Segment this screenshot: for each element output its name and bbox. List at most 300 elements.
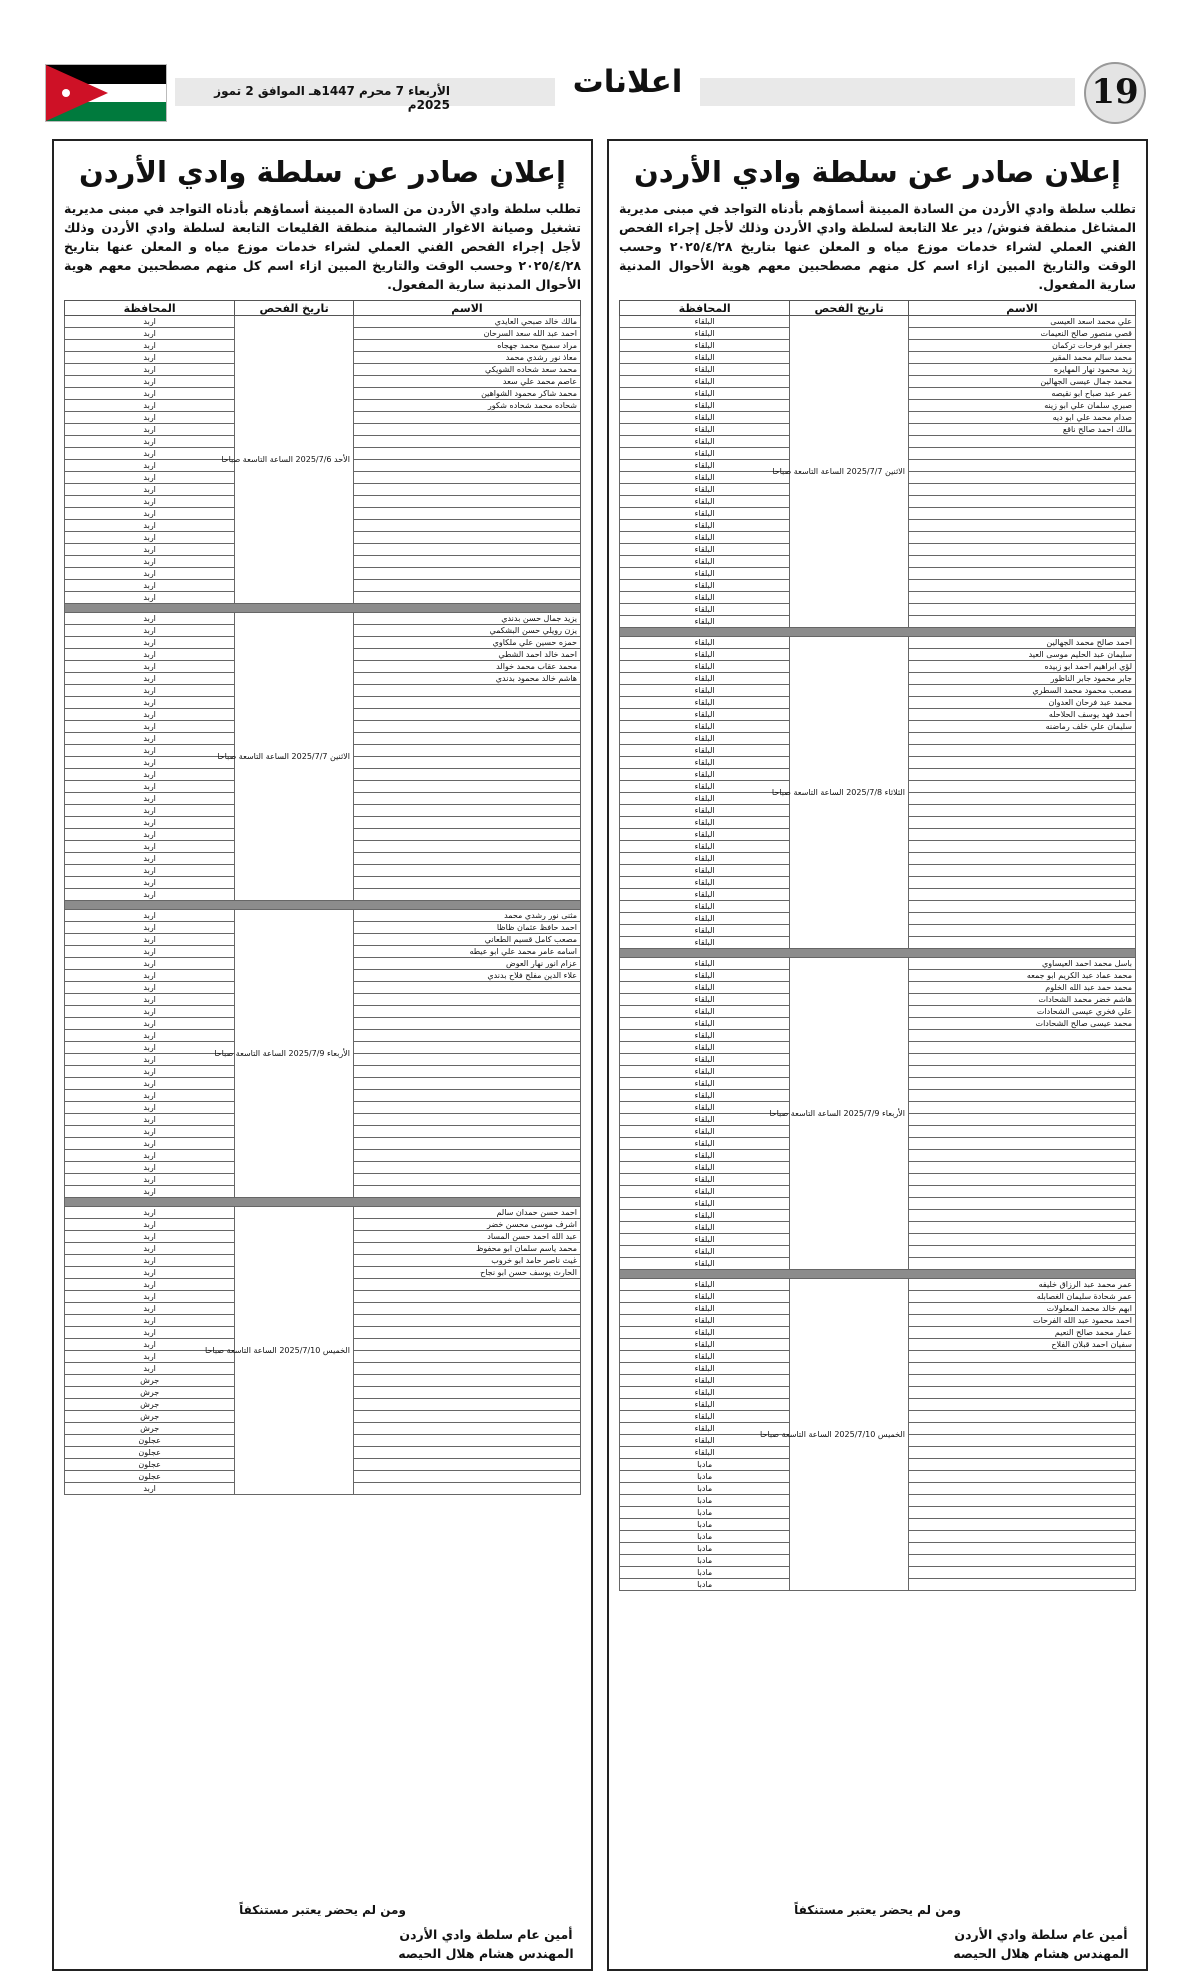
governorate: اربد	[65, 1030, 235, 1042]
governorate: اربد	[65, 970, 235, 982]
candidate-name: احمد محمود عبد الله الفرحات	[908, 1315, 1135, 1327]
candidate-name: محمد جمال عيسى الجهالين	[908, 376, 1135, 388]
group-separator	[620, 628, 1136, 637]
governorate: اربد	[65, 661, 235, 673]
governorate: البلقاء	[620, 508, 790, 520]
governorate: اربد	[65, 568, 235, 580]
governorate: اربد	[65, 637, 235, 649]
exam-date: الخميس 2025/7/10 الساعة التاسعة صباحا	[235, 1207, 354, 1495]
page-number: 19	[1084, 62, 1146, 124]
section-title: اعلانات	[572, 64, 683, 100]
candidate-name	[908, 1174, 1135, 1186]
candidate-name	[353, 544, 580, 556]
candidate-name: سفيان احمد قبلان الفلاح	[908, 1339, 1135, 1351]
governorate: اربد	[65, 1018, 235, 1030]
candidate-name	[353, 1303, 580, 1315]
candidate-name	[353, 1399, 580, 1411]
candidate-name	[353, 805, 580, 817]
announcement-footer	[54, 1903, 591, 1963]
candidate-name: احمد عبد الله سعد السرحان	[353, 328, 580, 340]
governorate: البلقاء	[620, 460, 790, 472]
header-rule-right	[700, 78, 1075, 106]
candidate-name	[908, 532, 1135, 544]
governorate: البلقاء	[620, 781, 790, 793]
governorate: اربد	[65, 1102, 235, 1114]
announcement-left	[52, 139, 593, 1971]
governorate: اربد	[65, 472, 235, 484]
candidate-name	[353, 1291, 580, 1303]
governorate: البلقاء	[620, 604, 790, 616]
announcement-body: تطلب سلطة وادي الأردن من السادة المبينة أسماؤهم بأدناه التواجد في مبنى مديرية المشاغل منطقة فنوش/ دير علا التابعة لسلطة وادي الأردن وذلك لأجل إجراء الفحص الفني العملي لشراء خدمات موزع مياه و المعلن عنها بتاريخ ٢٠٢٥/٤/٢٨ وحسب الوقت والتاريخ المبين ازاء اسم كل منهم مصطحبين معهم هوية الأحوال المدنية سارية المفعول.	[619, 201, 1136, 292]
governorate: البلقاء	[620, 388, 790, 400]
candidate-name: عمر عبد صباح ابو نقيصه	[908, 388, 1135, 400]
governorate: البلقاء	[620, 697, 790, 709]
candidate-name	[908, 1399, 1135, 1411]
governorate: اربد	[65, 1162, 235, 1174]
governorate: البلقاء	[620, 1054, 790, 1066]
governorate: اربد	[65, 580, 235, 592]
governorate: البلقاء	[620, 1258, 790, 1270]
candidate-name: عمار محمد صالح النعيم	[908, 1327, 1135, 1339]
governorate: عجلون	[65, 1435, 235, 1447]
governorate: اربد	[65, 1267, 235, 1279]
candidate-name	[908, 604, 1135, 616]
exam-date: الأربعاء 2025/7/9 الساعة التاسعة صباحا	[235, 910, 354, 1198]
governorate: اربد	[65, 922, 235, 934]
candidate-name: باسل محمد احمد العيساوي	[908, 958, 1135, 970]
governorate: البلقاء	[620, 982, 790, 994]
candidate-name: سليمان عبد الحليم موسى العيد	[908, 649, 1135, 661]
governorate: اربد	[65, 1126, 235, 1138]
candidate-name: محمد عماد عبد الكريم ابو جمعه	[908, 970, 1135, 982]
governorate: البلقاء	[620, 1246, 790, 1258]
candidate-name: محمد سالم محمد المقير	[908, 352, 1135, 364]
governorate: البلقاء	[620, 1102, 790, 1114]
candidate-name: محمد عقاب محمد خوالد	[353, 661, 580, 673]
governorate: اربد	[65, 1363, 235, 1375]
candidate-name	[353, 721, 580, 733]
candidate-name	[908, 877, 1135, 889]
candidate-name	[353, 1279, 580, 1291]
table-row	[620, 637, 1136, 649]
candidate-name	[908, 472, 1135, 484]
candidate-name: سليمان علي خلف رماضنه	[908, 721, 1135, 733]
table-row	[620, 958, 1136, 970]
candidate-name	[353, 1459, 580, 1471]
candidate-name: مصعب كامل قسيم الطعاني	[353, 934, 580, 946]
candidate-name	[353, 1327, 580, 1339]
candidate-name	[908, 496, 1135, 508]
column-header-name: الاسم	[353, 301, 580, 316]
governorate: البلقاء	[620, 1078, 790, 1090]
candidate-name	[353, 424, 580, 436]
governorate: اربد	[65, 436, 235, 448]
candidate-name	[353, 1078, 580, 1090]
candidate-name	[353, 1102, 580, 1114]
governorate: اربد	[65, 625, 235, 637]
governorate: اربد	[65, 1231, 235, 1243]
governorate: البلقاء	[620, 1387, 790, 1399]
governorate: البلقاء	[620, 1030, 790, 1042]
governorate: اربد	[65, 817, 235, 829]
governorate: البلقاء	[620, 448, 790, 460]
candidate-name	[908, 1162, 1135, 1174]
candidate-name	[353, 781, 580, 793]
announcement-body: تطلب سلطة وادي الأردن من السادة المبينة أسماؤهم بأدناه التواجد في مبنى مديرية تشغيل وصيانة الاغوار الشمالية منطقة القليعات التابعة لسلطة وادي الأردن وذلك لأجل إجراء الفحص الفني العملي لشراء خدمات موزع مياه و المعلن عنها بتاريخ ٢٠٢٥/٤/٢٨ وحسب الوقت والتاريخ المبين ازاء اسم كل منهم مصطحبين معهم هوية الأحوال المدنية سارية المفعول.	[64, 201, 581, 292]
exam-date: الاثنين 2025/7/7 الساعة التاسعة صباحا	[235, 613, 354, 901]
governorate: البلقاء	[620, 616, 790, 628]
governorate: اربد	[65, 460, 235, 472]
candidate-name	[353, 733, 580, 745]
candidate-name	[353, 1090, 580, 1102]
announcement-footer	[609, 1903, 1146, 1963]
governorate: البلقاء	[620, 745, 790, 757]
governorate: البلقاء	[620, 556, 790, 568]
candidate-name: عزام انور نهار العوض	[353, 958, 580, 970]
governorate: البلقاء	[620, 1150, 790, 1162]
candidate-name	[353, 1174, 580, 1186]
candidate-name: حمزه حسين علي ملكاوي	[353, 637, 580, 649]
governorate: مادبا	[620, 1531, 790, 1543]
candidate-name: ابهم خالد محمد المعلولات	[908, 1303, 1135, 1315]
governorate: البلقاء	[620, 424, 790, 436]
governorate: اربد	[65, 1078, 235, 1090]
candidate-name	[908, 913, 1135, 925]
candidate-name: محمد ياسم سلمان ابو محفوظ	[353, 1243, 580, 1255]
candidates-table	[619, 300, 1136, 1591]
signature-block	[936, 1925, 1146, 1963]
governorate: اربد	[65, 697, 235, 709]
signer-title: أمين عام سلطة وادي الأردن	[399, 1927, 573, 1942]
governorate: اربد	[65, 532, 235, 544]
governorate: البلقاء	[620, 1126, 790, 1138]
governorate: مادبا	[620, 1507, 790, 1519]
candidates-table	[64, 300, 581, 1495]
governorate: البلقاء	[620, 1018, 790, 1030]
candidate-name	[353, 685, 580, 697]
governorate: اربد	[65, 1219, 235, 1231]
candidate-name	[908, 1102, 1135, 1114]
candidate-name: مراد سميح محمد جهجاه	[353, 340, 580, 352]
governorate: عجلون	[65, 1459, 235, 1471]
candidate-name	[908, 484, 1135, 496]
candidate-name: هاشم خضر محمد الشحادات	[908, 994, 1135, 1006]
governorate: اربد	[65, 769, 235, 781]
signature-block	[381, 1925, 591, 1963]
governorate: اربد	[65, 1090, 235, 1102]
governorate: اربد	[65, 1207, 235, 1219]
candidate-name	[908, 1531, 1135, 1543]
candidate-name	[353, 1363, 580, 1375]
candidate-name	[908, 1234, 1135, 1246]
candidate-name	[908, 1543, 1135, 1555]
governorate: البلقاء	[620, 805, 790, 817]
candidate-name: عاصم محمد علي سعد	[353, 376, 580, 388]
candidate-name: مالك احمد صالح ناقع	[908, 424, 1135, 436]
governorate: البلقاء	[620, 649, 790, 661]
governorate: جرش	[65, 1411, 235, 1423]
candidate-name	[353, 1423, 580, 1435]
governorate: اربد	[65, 1255, 235, 1267]
candidate-name	[353, 982, 580, 994]
candidate-name	[353, 1435, 580, 1447]
candidate-name	[353, 484, 580, 496]
governorate: اربد	[65, 1303, 235, 1315]
candidate-name	[908, 1030, 1135, 1042]
governorate: البلقاء	[620, 544, 790, 556]
candidate-name	[908, 1483, 1135, 1495]
governorate: اربد	[65, 388, 235, 400]
governorate: اربد	[65, 721, 235, 733]
governorate: البلقاء	[620, 1090, 790, 1102]
candidate-name	[353, 793, 580, 805]
governorate: اربد	[65, 496, 235, 508]
governorate: البلقاء	[620, 412, 790, 424]
table-row	[65, 316, 581, 328]
candidate-name	[353, 448, 580, 460]
candidate-name	[353, 817, 580, 829]
governorate: البلقاء	[620, 829, 790, 841]
governorate: البلقاء	[620, 568, 790, 580]
candidate-name: يزن رويلي حسن البشكمي	[353, 625, 580, 637]
candidate-name	[908, 805, 1135, 817]
candidate-name: احمد صالح محمد الجهالين	[908, 637, 1135, 649]
candidate-name: احمد حسن حمدان سالم	[353, 1207, 580, 1219]
candidate-name	[353, 853, 580, 865]
table-row	[620, 1279, 1136, 1291]
column-header-governorate: المحافظة	[620, 301, 790, 316]
governorate: مادبا	[620, 1555, 790, 1567]
announcement-title: إعلان صادر عن سلطة وادي الأردن	[79, 155, 566, 189]
governorate: مادبا	[620, 1519, 790, 1531]
candidate-name	[353, 1315, 580, 1327]
governorate: اربد	[65, 556, 235, 568]
candidate-name	[353, 1387, 580, 1399]
governorate: البلقاء	[620, 376, 790, 388]
governorate: البلقاء	[620, 1447, 790, 1459]
candidate-name	[353, 1126, 580, 1138]
candidate-name: الحارث يوسف حسن ابو نجاح	[353, 1267, 580, 1279]
candidate-name	[353, 1006, 580, 1018]
candidate-name	[353, 994, 580, 1006]
candidate-name	[908, 520, 1135, 532]
candidate-name	[908, 1126, 1135, 1138]
governorate: اربد	[65, 1327, 235, 1339]
candidate-name	[908, 889, 1135, 901]
candidate-name	[908, 1411, 1135, 1423]
candidate-name: محمد حمد عبد الله الخلوم	[908, 982, 1135, 994]
governorate: اربد	[65, 364, 235, 376]
governorate: اربد	[65, 733, 235, 745]
governorate: البلقاء	[620, 958, 790, 970]
governorate: اربد	[65, 853, 235, 865]
candidate-name	[353, 472, 580, 484]
candidate-name	[353, 1447, 580, 1459]
candidate-name	[908, 841, 1135, 853]
candidate-name: علي محمد اسعد العيسى	[908, 316, 1135, 328]
candidate-name: مالك خالد صبحي العايدي	[353, 316, 580, 328]
governorate: اربد	[65, 400, 235, 412]
governorate: اربد	[65, 946, 235, 958]
candidate-name	[908, 1186, 1135, 1198]
governorate: البلقاء	[620, 1363, 790, 1375]
governorate: البلقاء	[620, 661, 790, 673]
column-header-date: تاريخ الفحص	[235, 301, 354, 316]
governorate: البلقاء	[620, 1291, 790, 1303]
candidate-name	[908, 1519, 1135, 1531]
candidate-name: صبري سلمان علي ابو زينه	[908, 400, 1135, 412]
governorate: البلقاء	[620, 1303, 790, 1315]
candidate-name: عمر شحادة سليمان الغصابله	[908, 1291, 1135, 1303]
candidate-name: لؤي ابراهيم احمد ابو زبيده	[908, 661, 1135, 673]
governorate: جرش	[65, 1387, 235, 1399]
candidate-name	[908, 460, 1135, 472]
governorate: البلقاء	[620, 400, 790, 412]
governorate: اربد	[65, 685, 235, 697]
candidate-name	[908, 568, 1135, 580]
candidate-name	[353, 460, 580, 472]
jordan-flag-icon	[45, 64, 167, 122]
governorate: البلقاء	[620, 709, 790, 721]
governorate: البلقاء	[620, 1315, 790, 1327]
candidate-name	[353, 1351, 580, 1363]
governorate: البلقاء	[620, 841, 790, 853]
governorate: البلقاء	[620, 865, 790, 877]
governorate: البلقاء	[620, 1198, 790, 1210]
candidate-name: علي فخري عيسى الشحادات	[908, 1006, 1135, 1018]
governorate: البلقاء	[620, 925, 790, 937]
governorate: البلقاء	[620, 592, 790, 604]
governorate: البلقاء	[620, 877, 790, 889]
governorate: مادبا	[620, 1543, 790, 1555]
governorate: البلقاء	[620, 1162, 790, 1174]
candidate-name	[908, 1138, 1135, 1150]
candidate-name	[353, 436, 580, 448]
governorate: البلقاء	[620, 1423, 790, 1435]
signer-title: أمين عام سلطة وادي الأردن	[954, 1927, 1128, 1942]
governorate: البلقاء	[620, 340, 790, 352]
page-header	[0, 0, 1199, 130]
governorate: اربد	[65, 910, 235, 922]
candidate-name	[908, 1042, 1135, 1054]
candidate-name: غيث ناصر حامد ابو خروب	[353, 1255, 580, 1267]
candidate-name	[908, 1507, 1135, 1519]
governorate: البلقاء	[620, 1006, 790, 1018]
governorate: اربد	[65, 1042, 235, 1054]
candidate-name: محمد عيسى صالح الشحادات	[908, 1018, 1135, 1030]
candidate-name: جعفر ابو فرحات تركمان	[908, 340, 1135, 352]
candidate-name: محمد شاكر محمود الشواهين	[353, 388, 580, 400]
candidate-name	[353, 1138, 580, 1150]
governorate: اربد	[65, 781, 235, 793]
governorate: اربد	[65, 1006, 235, 1018]
governorate: البلقاء	[620, 1114, 790, 1126]
candidate-name	[908, 865, 1135, 877]
candidate-name	[908, 853, 1135, 865]
candidate-name	[353, 520, 580, 532]
governorate: اربد	[65, 1114, 235, 1126]
candidate-name	[908, 1246, 1135, 1258]
candidate-name	[353, 1150, 580, 1162]
governorate: البلقاء	[620, 1234, 790, 1246]
candidate-name	[353, 1030, 580, 1042]
governorate: البلقاء	[620, 1339, 790, 1351]
candidate-name	[908, 1054, 1135, 1066]
candidate-name	[908, 793, 1135, 805]
governorate: اربد	[65, 841, 235, 853]
candidate-name	[353, 1018, 580, 1030]
group-separator	[65, 901, 581, 910]
governorate: اربد	[65, 1174, 235, 1186]
candidate-name	[353, 1375, 580, 1387]
candidate-name	[908, 817, 1135, 829]
candidate-name: محمد سعد شحاده الشويكي	[353, 364, 580, 376]
governorate: البلقاء	[620, 496, 790, 508]
candidate-name: هاشم خالد محمود بدندي	[353, 673, 580, 685]
exam-date: الأربعاء 2025/7/9 الساعة التاسعة صباحا	[790, 958, 909, 1270]
governorate: البلقاء	[620, 1222, 790, 1234]
candidate-name: عبد الله احمد حسن المساد	[353, 1231, 580, 1243]
governorate: مادبا	[620, 1567, 790, 1579]
governorate: اربد	[65, 958, 235, 970]
governorate: مادبا	[620, 1471, 790, 1483]
governorate: البلقاء	[620, 1399, 790, 1411]
governorate: البلقاء	[620, 316, 790, 328]
governorate: اربد	[65, 1351, 235, 1363]
governorate: اربد	[65, 376, 235, 388]
governorate: اربد	[65, 352, 235, 364]
governorate: البلقاء	[620, 685, 790, 697]
candidate-name	[908, 1351, 1135, 1363]
candidate-name	[908, 1114, 1135, 1126]
candidate-name	[353, 1114, 580, 1126]
column-header-name: الاسم	[908, 301, 1135, 316]
governorate: اربد	[65, 1279, 235, 1291]
candidate-name	[908, 616, 1135, 628]
candidate-name	[908, 1090, 1135, 1102]
governorate: اربد	[65, 1054, 235, 1066]
candidate-name	[908, 580, 1135, 592]
candidate-name: قصي منصور صالح النعيمات	[908, 328, 1135, 340]
candidate-name	[353, 1411, 580, 1423]
exam-date: الثلاثاء 2025/7/8 الساعة التاسعة صباحا	[790, 637, 909, 949]
candidate-name	[353, 709, 580, 721]
candidate-name	[353, 532, 580, 544]
governorate: البلقاء	[620, 580, 790, 592]
candidate-name	[353, 889, 580, 901]
absence-note: ومن لم يحضر يعتبر مستنكفاً	[794, 1903, 961, 1917]
governorate: اربد	[65, 592, 235, 604]
candidate-name	[908, 1471, 1135, 1483]
governorate: البلقاء	[620, 1351, 790, 1363]
candidate-name	[353, 745, 580, 757]
candidate-name	[353, 829, 580, 841]
candidate-name	[908, 733, 1135, 745]
candidate-name	[353, 1186, 580, 1198]
governorate: اربد	[65, 757, 235, 769]
governorate: مادبا	[620, 1495, 790, 1507]
table-row	[620, 316, 1136, 328]
governorate: اربد	[65, 877, 235, 889]
governorate: عجلون	[65, 1447, 235, 1459]
candidate-name	[353, 1471, 580, 1483]
governorate: البلقاء	[620, 901, 790, 913]
candidate-name	[353, 1483, 580, 1495]
governorate: جرش	[65, 1399, 235, 1411]
candidate-name	[353, 865, 580, 877]
governorate: البلقاء	[620, 1210, 790, 1222]
candidate-name	[353, 1162, 580, 1174]
